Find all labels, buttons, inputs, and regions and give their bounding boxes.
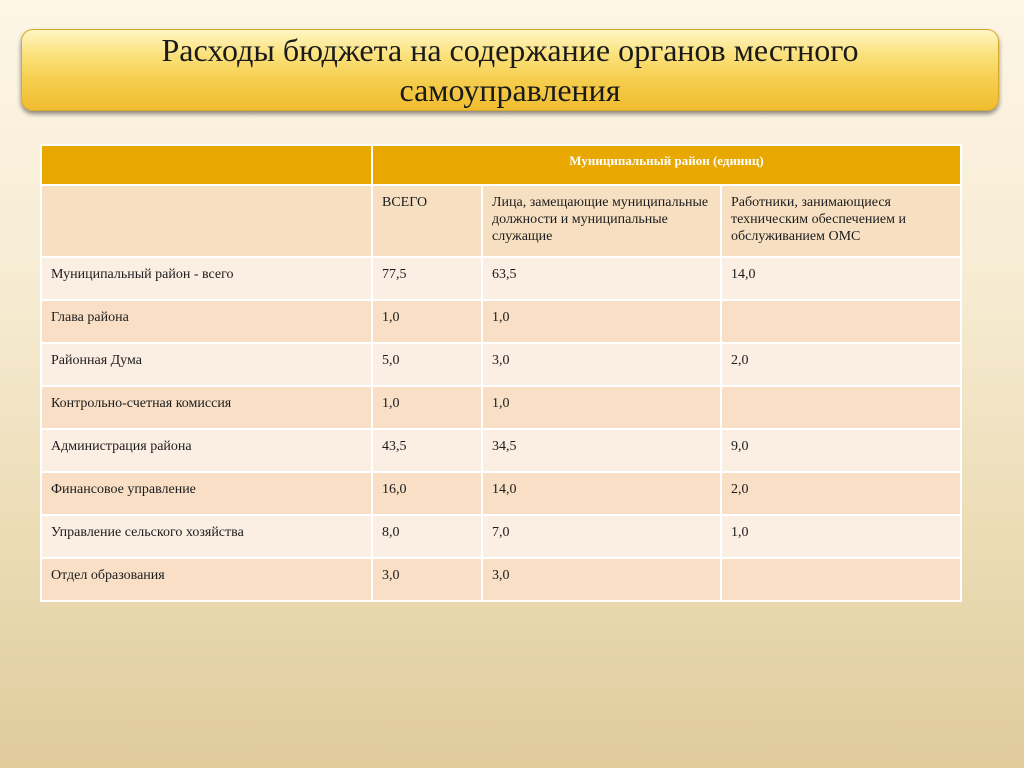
row-name: Управление сельского хозяйства (41, 515, 372, 558)
table-row (41, 429, 961, 472)
cell-workers (721, 300, 961, 343)
row-name: Глава района (41, 300, 372, 343)
slide-title: Расходы бюджета на содержание органов местного самоуправления (161, 32, 859, 108)
cell-officials: 3,0 (482, 558, 721, 601)
header-workers: Работники, занимающиеся техническим обеспечением и обслуживанием ОМС (721, 185, 961, 257)
cell-workers: 2,0 (721, 343, 961, 386)
row-name: Финансовое управление (41, 472, 372, 515)
cell-total: 1,0 (372, 300, 482, 343)
cell-officials: 7,0 (482, 515, 721, 558)
table-row (41, 558, 961, 601)
budget-table (40, 144, 962, 602)
cell-officials: 3,0 (482, 343, 721, 386)
cell-total: 5,0 (372, 343, 482, 386)
cell-workers: 2,0 (721, 472, 961, 515)
cell-officials: 1,0 (482, 300, 721, 343)
cell-workers: 1,0 (721, 515, 961, 558)
sub-header-empty-cell (41, 185, 372, 257)
row-name: Контрольно-счетная комиссия (41, 386, 372, 429)
cell-total: 77,5 (372, 257, 482, 300)
table-sub-header-row (41, 185, 961, 257)
table-row (41, 257, 961, 300)
cell-total: 1,0 (372, 386, 482, 429)
cell-workers (721, 386, 961, 429)
title-banner (21, 29, 999, 111)
row-name: Муниципальный район - всего (41, 257, 372, 300)
cell-officials: 14,0 (482, 472, 721, 515)
cell-total: 16,0 (372, 472, 482, 515)
row-name: Отдел образования (41, 558, 372, 601)
cell-workers: 14,0 (721, 257, 961, 300)
table-group-header-row (41, 145, 961, 185)
row-name: Районная Дума (41, 343, 372, 386)
cell-total: 43,5 (372, 429, 482, 472)
table-row (41, 300, 961, 343)
header-total: ВСЕГО (372, 185, 482, 257)
header-officials: Лица, замещающие муниципальные должности и муниципальные служащие (482, 185, 721, 257)
cell-officials: 34,5 (482, 429, 721, 472)
table-row (41, 472, 961, 515)
cell-officials: 63,5 (482, 257, 721, 300)
row-name: Администрация района (41, 429, 372, 472)
budget-table-container (40, 144, 960, 602)
cell-officials: 1,0 (482, 386, 721, 429)
cell-workers (721, 558, 961, 601)
table-row (41, 386, 961, 429)
header-empty-cell (41, 145, 372, 185)
table-row (41, 515, 961, 558)
cell-total: 3,0 (372, 558, 482, 601)
group-header-cell: Муниципальный район (единиц) (372, 145, 961, 185)
cell-workers: 9,0 (721, 429, 961, 472)
cell-total: 8,0 (372, 515, 482, 558)
table-row (41, 343, 961, 386)
